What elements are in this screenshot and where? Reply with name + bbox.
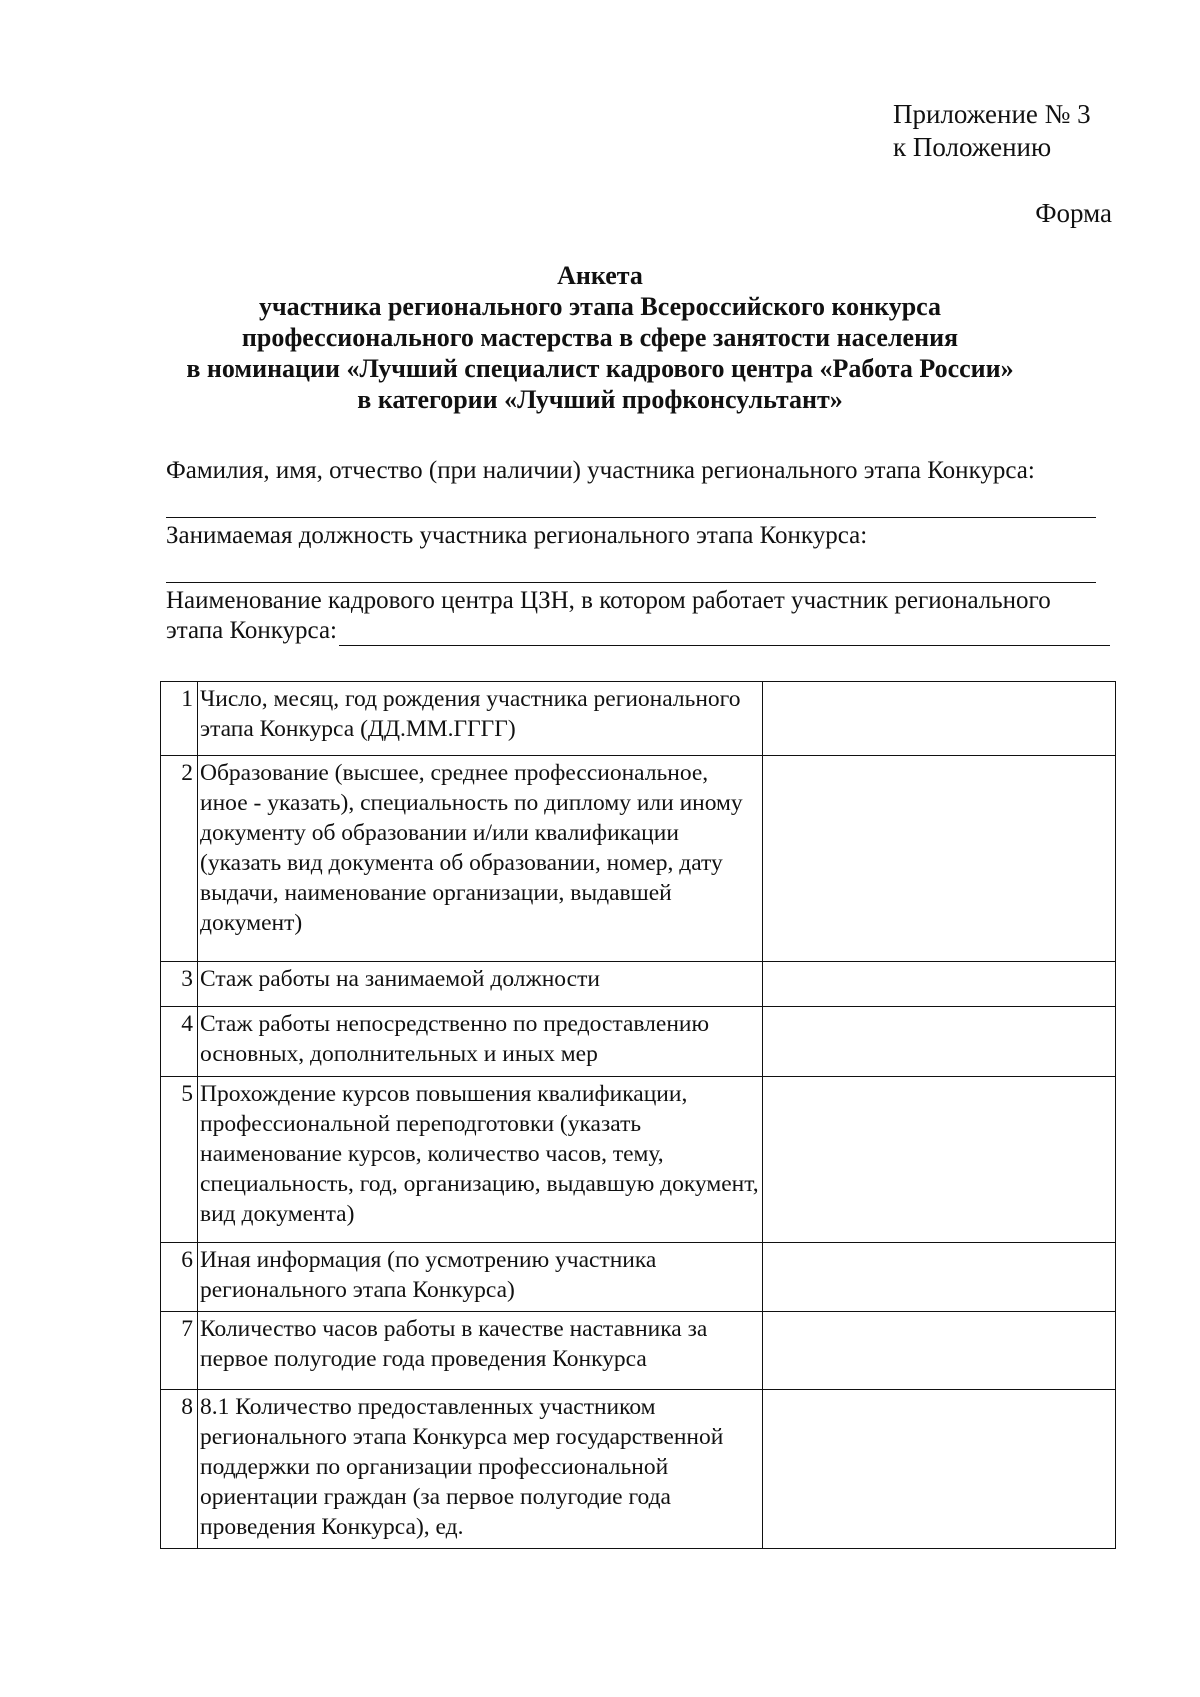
table-row xyxy=(161,1077,1116,1243)
position-label: Занимаемая должность участника регионального этапа Конкурса: xyxy=(166,522,868,549)
row-answer-cell[interactable] xyxy=(763,1243,1116,1312)
center-label-line-2: этапа Конкурса: xyxy=(166,617,337,644)
title-line-1: Анкета xyxy=(557,261,643,290)
row-answer-cell[interactable] xyxy=(763,1390,1116,1549)
table-row xyxy=(161,1390,1116,1549)
table-row xyxy=(161,682,1116,756)
table-row xyxy=(161,962,1116,1007)
appendix-regulation: к Положению xyxy=(893,132,1052,162)
title-line-5: в категории «Лучший профконсультант» xyxy=(357,385,843,414)
row-answer-cell[interactable] xyxy=(763,1007,1116,1077)
row-answer-cell[interactable] xyxy=(763,1312,1116,1390)
table-row xyxy=(161,1312,1116,1390)
row-question: Количество часов работы в качестве наставника за первое полугодие года проведения Конкурса xyxy=(198,1312,763,1390)
row-number: 2 xyxy=(161,756,198,962)
row-question: Стаж работы непосредственно по предоставлению основных, дополнительных и иных мер xyxy=(198,1007,763,1077)
row-number: 1 xyxy=(161,682,198,756)
row-number: 4 xyxy=(161,1007,198,1077)
center-label-line-1: Наименование кадрового центра ЦЗН, в котором работает участник регионального xyxy=(166,587,1051,614)
title-line-3: профессионального мастерства в сфере занятости населения xyxy=(241,323,959,352)
row-answer-cell[interactable] xyxy=(763,962,1116,1007)
appendix-reference xyxy=(893,98,1091,164)
row-number: 7 xyxy=(161,1312,198,1390)
row-answer-cell[interactable] xyxy=(763,756,1116,962)
form-label: Форма xyxy=(1035,198,1112,228)
table-row xyxy=(161,1007,1116,1077)
row-question: Образование (высшее, среднее профессиональное, иное - указать), специальность по диплому или иному документу об образовании и/или квалификации (указать вид документа об образовании, номер, дату выдачи, наименование организации, выдавшей документ) xyxy=(198,756,763,962)
row-question: Прохождение курсов повышения квалификации, профессиональной переподготовки (указать наименование курсов, количество часов, тему, специальность, год, организацию, выдавшую документ, вид документа) xyxy=(198,1077,763,1243)
position-input-line[interactable] xyxy=(166,582,1096,583)
fio-label: Фамилия, имя, отчество (при наличии) участника регионального этапа Конкурса: xyxy=(166,457,1035,484)
center-input-line[interactable] xyxy=(339,621,1110,646)
row-number: 6 xyxy=(161,1243,198,1312)
document-title xyxy=(100,260,1100,415)
center-field xyxy=(166,586,1110,646)
row-question: Число, месяц, год рождения участника регионального этапа Конкурса (ДД.ММ.ГГГГ) xyxy=(198,682,763,756)
row-answer-cell[interactable] xyxy=(763,682,1116,756)
row-number: 3 xyxy=(161,962,198,1007)
row-number: 5 xyxy=(161,1077,198,1243)
appendix-number: Приложение № 3 xyxy=(893,99,1091,129)
fio-input-line[interactable] xyxy=(166,517,1096,518)
row-question: 8.1 Количество предоставленных участником регионального этапа Конкурса мер государственной поддержки по организации профессиональной ориентации граждан (за первое полугодие года проведения Конкурса), ед. xyxy=(198,1390,763,1549)
questionnaire-table xyxy=(160,681,1116,1549)
title-line-4: в номинации «Лучший специалист кадрового центра «Работа России» xyxy=(186,354,1014,383)
table-row xyxy=(161,756,1116,962)
title-line-2: участника регионального этапа Всероссийского конкурса xyxy=(258,292,942,321)
row-answer-cell[interactable] xyxy=(763,1077,1116,1243)
row-question: Иная информация (по усмотрению участника регионального этапа Конкурса) xyxy=(198,1243,763,1312)
row-question: Стаж работы на занимаемой должности xyxy=(198,962,763,1007)
row-number: 8 xyxy=(161,1390,198,1549)
table-row xyxy=(161,1243,1116,1312)
